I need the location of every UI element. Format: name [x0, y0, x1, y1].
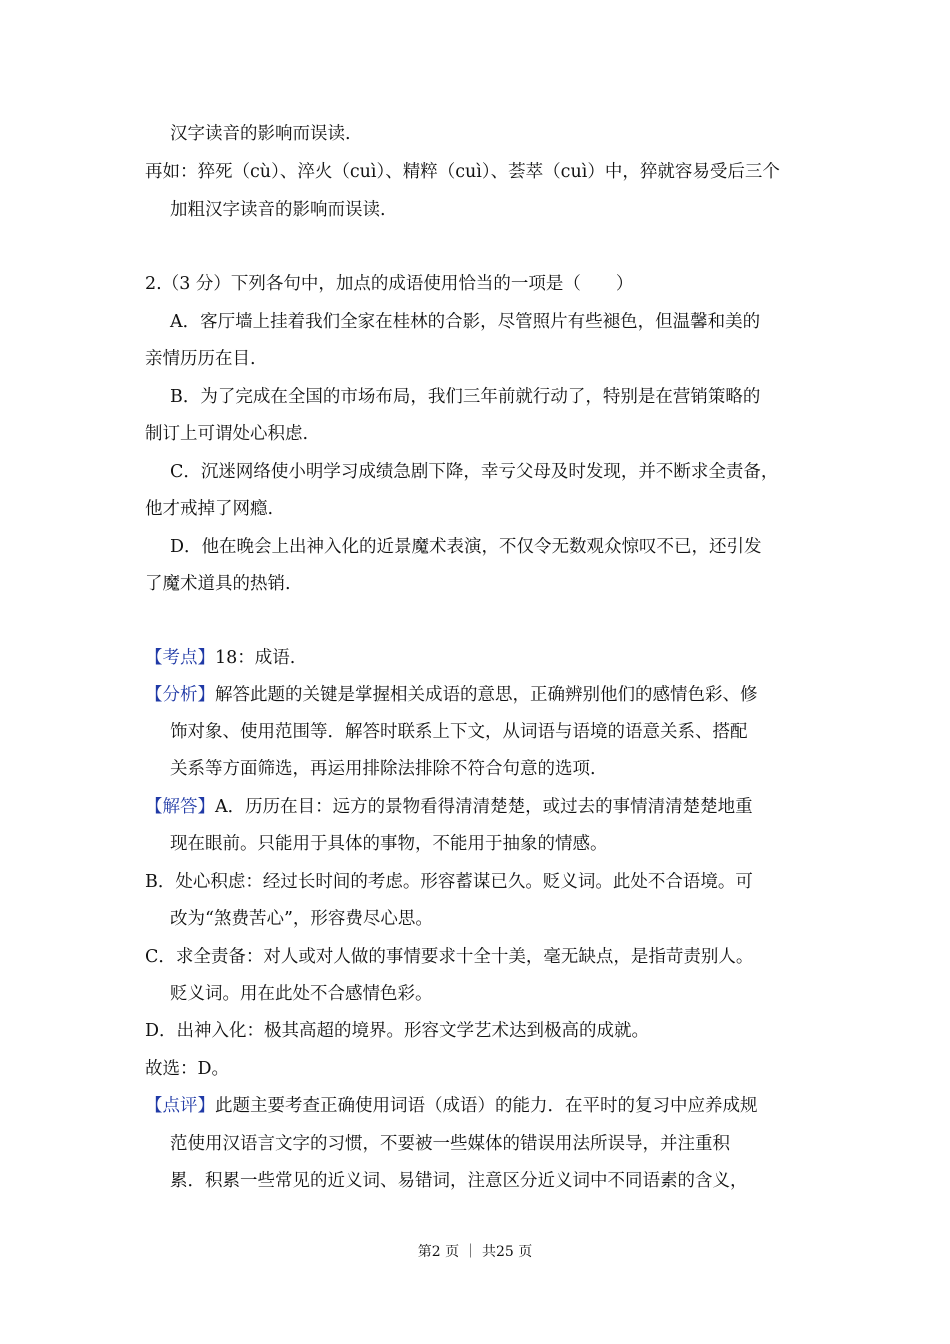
- fenxi-line-2: 饰对象、使用范围等．解答时联系上下文，从词语与语境的语意关系、搭配: [170, 722, 748, 742]
- option-a-line-2: 亲情历历在目.: [145, 349, 256, 369]
- jieda-a-line-1: A．历历在目：远方的景物看得清清楚楚，或过去的事情清清楚楚地重: [215, 797, 753, 817]
- jieda-row: [145, 795, 753, 819]
- option-d-line-2: 了魔术道具的热销.: [145, 574, 291, 594]
- option-c-line-2: 他才戒掉了网瘾.: [145, 499, 274, 519]
- option-b-line-2: 制订上可谓处心积虑.: [145, 424, 309, 444]
- fenxi-line-3: 关系等方面筛选，再运用排除法排除不符合句意的选项.: [170, 759, 596, 779]
- dianping-line-2: 范使用汉语言文字的习惯，不要被一些媒体的错误用法所误导，并注重积: [170, 1134, 730, 1154]
- option-c-line-1: C．沉迷网络使小明学习成绩急剧下降，幸亏父母及时发现，并不断求全责备，: [170, 462, 779, 482]
- jieda-a-line-2: 现在眼前。只能用于具体的事物，不能用于抽象的情感。: [170, 834, 608, 854]
- option-b-line-1: B．为了完成在全国的市场布局，我们三年前就行动了，特别是在营销策略的: [170, 387, 761, 407]
- jieda-c-line-2: 贬义词。用在此处不合感情色彩。: [170, 984, 433, 1004]
- fenxi-line-1: 解答此题的关键是掌握相关成语的意思，正确辨别他们的感情色彩、修: [215, 685, 758, 705]
- jieda-d-line-1: D．出神入化：极其高超的境界。形容文学艺术达到极高的成就。: [145, 1021, 650, 1041]
- option-a-line-1: A．客厅墙上挂着我们全家在桂林的合影，尽管照片有些褪色，但温馨和美的: [170, 312, 761, 332]
- dianping-line-3: 累．积累一些常见的近义词、易错词，注意区分近义词中不同语素的含义，: [170, 1171, 748, 1191]
- jieda-tag: 【解答】: [145, 797, 215, 817]
- kaodian-tag: 【考点】: [145, 648, 215, 668]
- intro-line-3: 加粗汉字读音的影响而误读.: [170, 200, 386, 220]
- intro-line-2: 再如：猝死（cù）、淬火（cuì）、精粹（cuì）、荟萃（cuì）中，猝就容易受后三个: [145, 162, 780, 182]
- jieda-answer: 故选：D。: [145, 1059, 230, 1079]
- fenxi-tag: 【分析】: [145, 685, 215, 705]
- option-d-line-1: D．他在晚会上出神入化的近景魔术表演，不仅令无数观众惊叹不已，还引发: [170, 537, 762, 557]
- question-stem: 2.（3 分）下列各句中，加点的成语使用恰当的一项是（ ）: [145, 274, 634, 294]
- jieda-b-line-1: B．处心积虑：经过长时间的考虑。形容蓄谋已久。贬义词。此处不合语境。可: [145, 872, 753, 892]
- dianping-line-1: 此题主要考查正确使用词语（成语）的能力．在平时的复习中应养成规: [215, 1096, 758, 1116]
- jieda-b-line-2: 改为“煞费苦心”，形容费尽心思。: [170, 909, 433, 929]
- kaodian-text: 18：成语.: [215, 648, 296, 668]
- intro-line-1: 汉字读音的影响而误读.: [170, 124, 351, 144]
- dianping-tag: 【点评】: [145, 1096, 215, 1116]
- dianping-row: [145, 1094, 758, 1118]
- fenxi-row: [145, 683, 758, 707]
- kaodian-row: [145, 646, 295, 670]
- page-footer: 第2 页 ｜ 共25 页: [417, 1244, 533, 1260]
- jieda-c-line-1: C．求全责备：对人或对人做的事情要求十全十美，毫无缺点，是指苛责别人。: [145, 947, 754, 967]
